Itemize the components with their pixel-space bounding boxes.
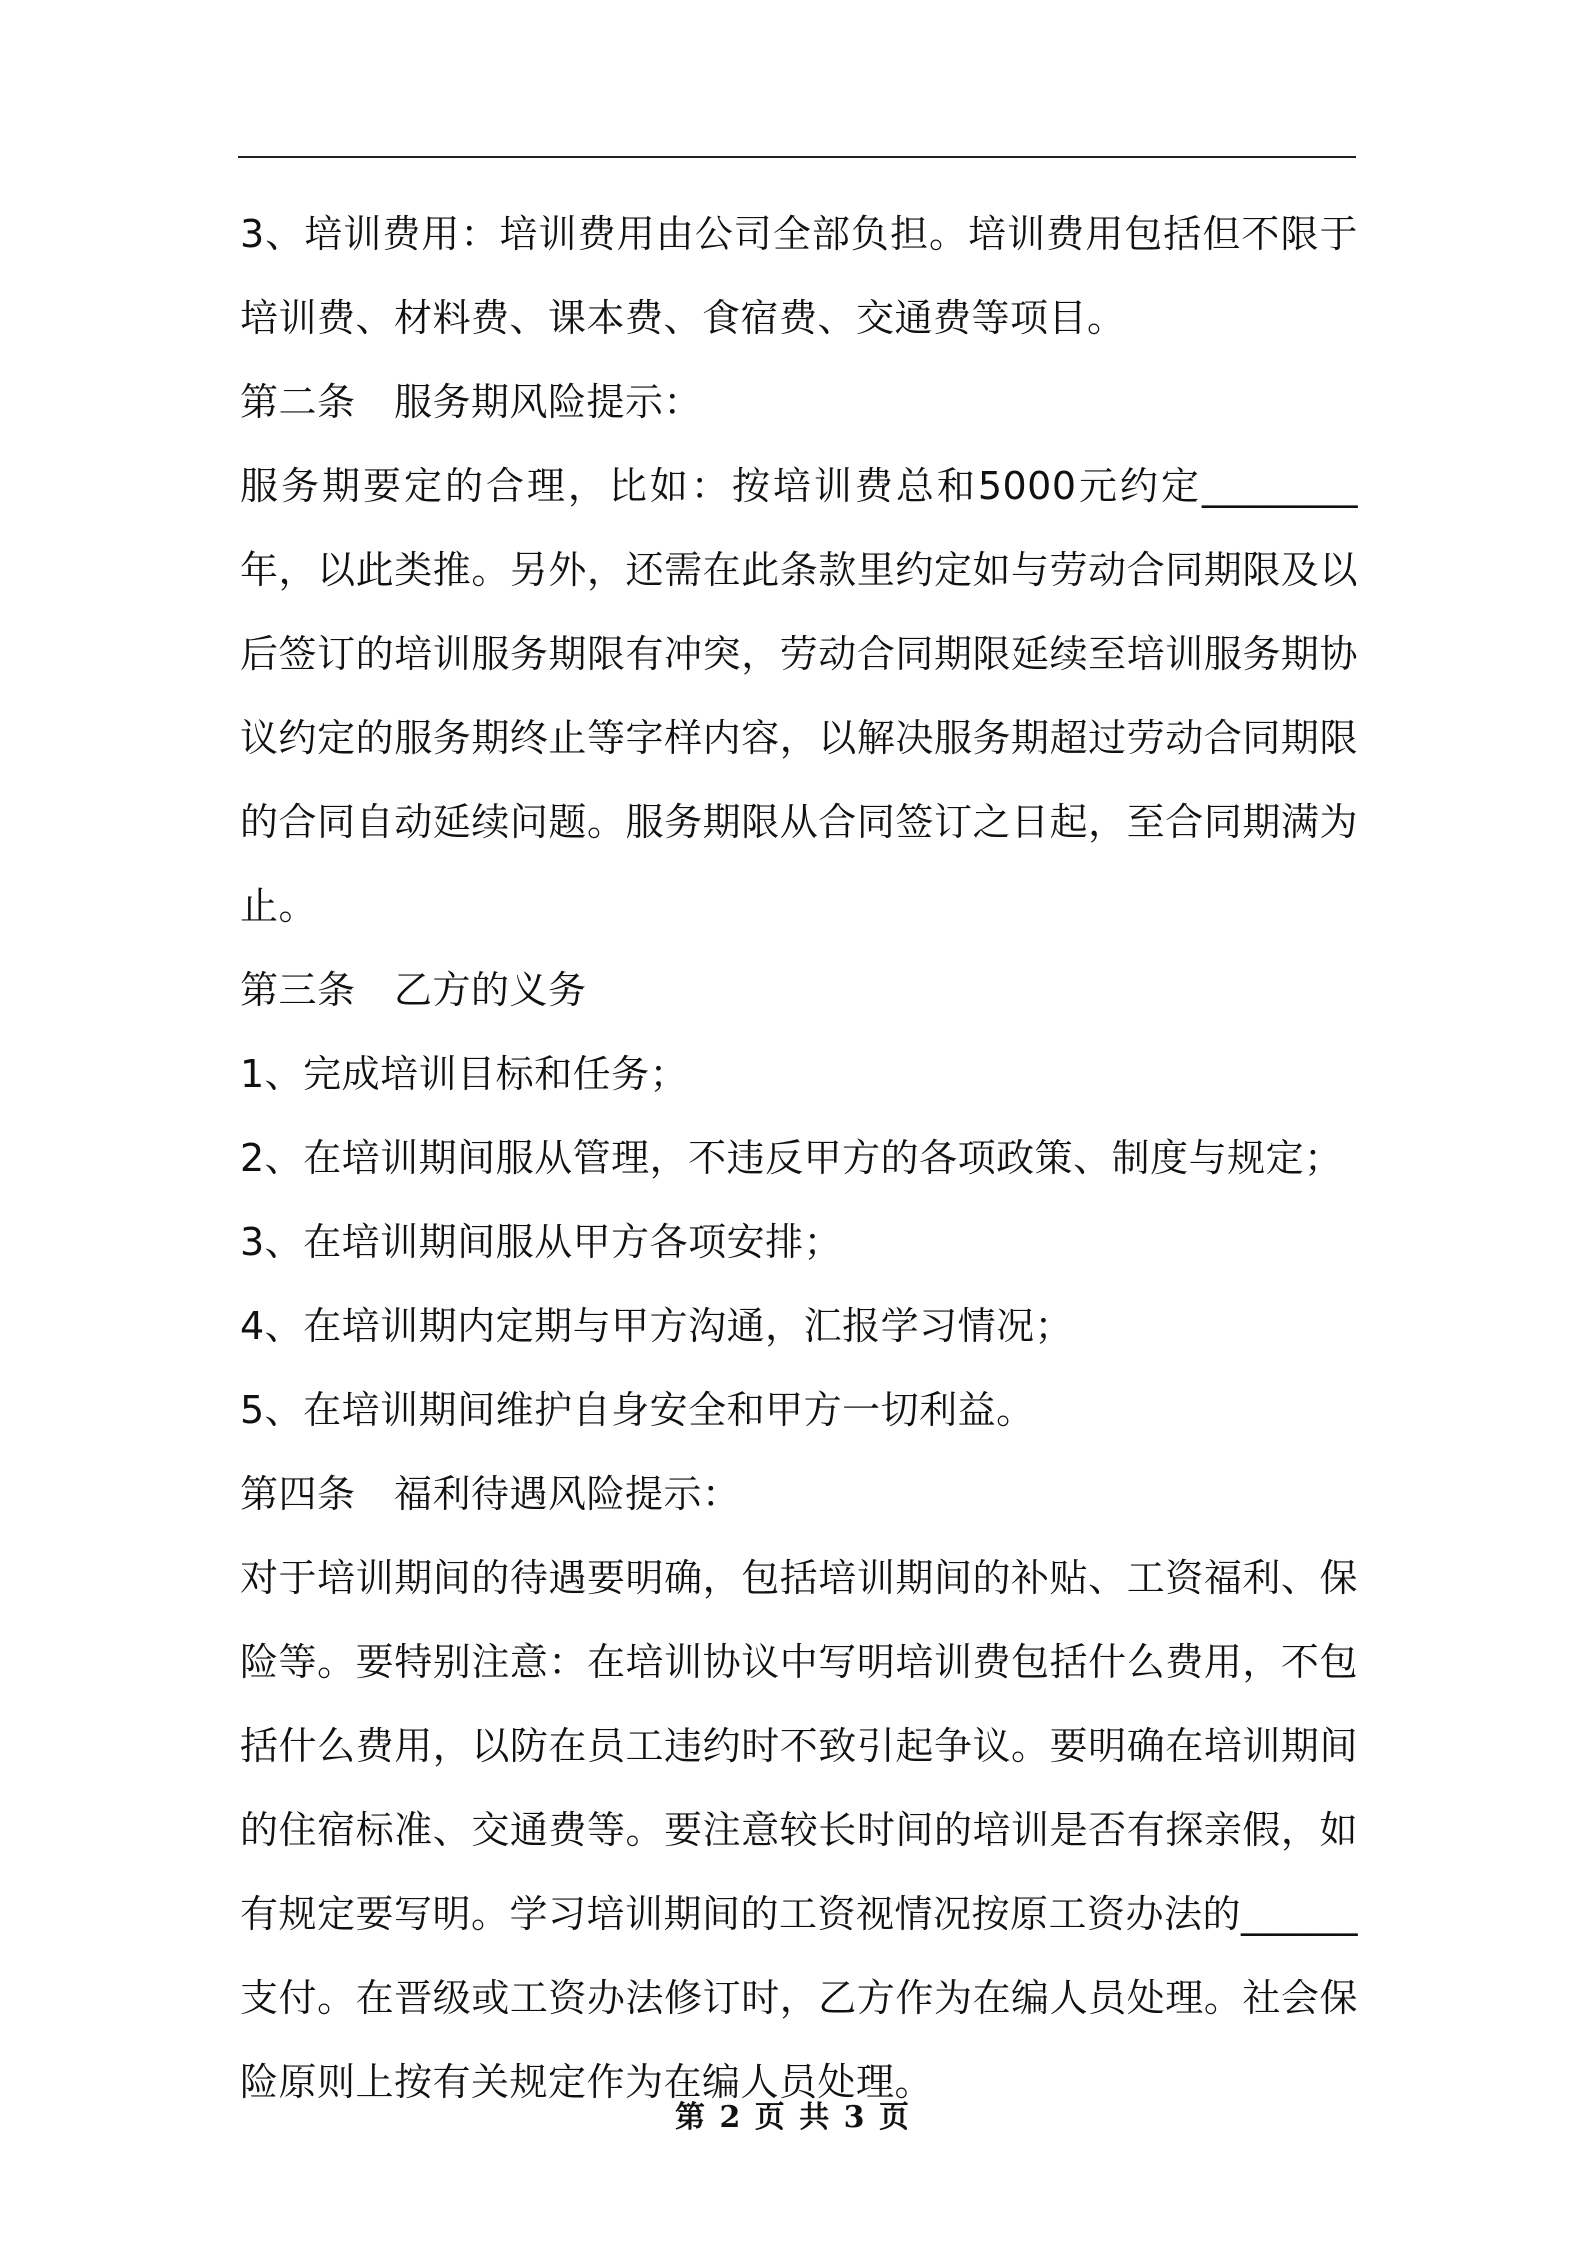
header-rule [238, 156, 1356, 158]
paragraph-benefits: 对于培训期间的待遇要明确，包括培训期间的补贴、工资福利、保险等。要特别注意：在培训协议中写明培训费包括什么费用，不包括什么费用，以防在员工违约时不致引起争议。要明确在培训期间的住宿标准、交通费等。要注意较长时间的培训是否有探亲假，如有规定要写明。学习培训期间的工资视情况按原工资办法的______支付。在晋级或工资办法修订时，乙方作为在编人员处理。社会保险原则上按有关规定作为在编人员处理。 [240, 1556, 1359, 2104]
list-item-obligation-3: 3、在培训期间服从甲方各项安排； [240, 1220, 843, 1264]
heading-article-3: 第三条 乙方的义务 [240, 968, 587, 1012]
list-item-obligation-4: 4、在培训期内定期与甲方沟通，汇报学习情况； [240, 1304, 1074, 1348]
page-number: 第 2 页 共 3 页 [675, 2100, 911, 2135]
paragraph-training-cost: 3、培训费用：培训费用由公司全部负担。培训费用包括但不限于培训费、材料费、课本费、食宿费、交通费等项目。 [240, 212, 1358, 340]
document-body [240, 192, 1358, 2124]
list-item-obligation-2: 2、在培训期间服从管理，不违反甲方的各项政策、制度与规定； [240, 1136, 1343, 1180]
paragraph-service-period: 服务期要定的合理，比如：按培训费总和5000元约定________年，以此类推。另外，还需在此条款里约定如与劳动合同期限及以后签订的培训服务期限有冲突，劳动合同期限延续至培训服务期协议约定的服务期终止等字样内容，以解决服务期超过劳动合同期限的合同自动延续问题。服务期限从合同签订之日起，至合同期满为止。 [240, 464, 1358, 928]
heading-article-2: 第二条 服务期风险提示： [240, 380, 703, 424]
list-item-obligation-1: 1、完成培训目标和任务； [240, 1052, 689, 1096]
heading-article-4: 第四条 福利待遇风险提示： [240, 1472, 741, 1516]
list-item-obligation-5: 5、在培训期间维护自身安全和甲方一切利益。 [240, 1388, 1035, 1432]
